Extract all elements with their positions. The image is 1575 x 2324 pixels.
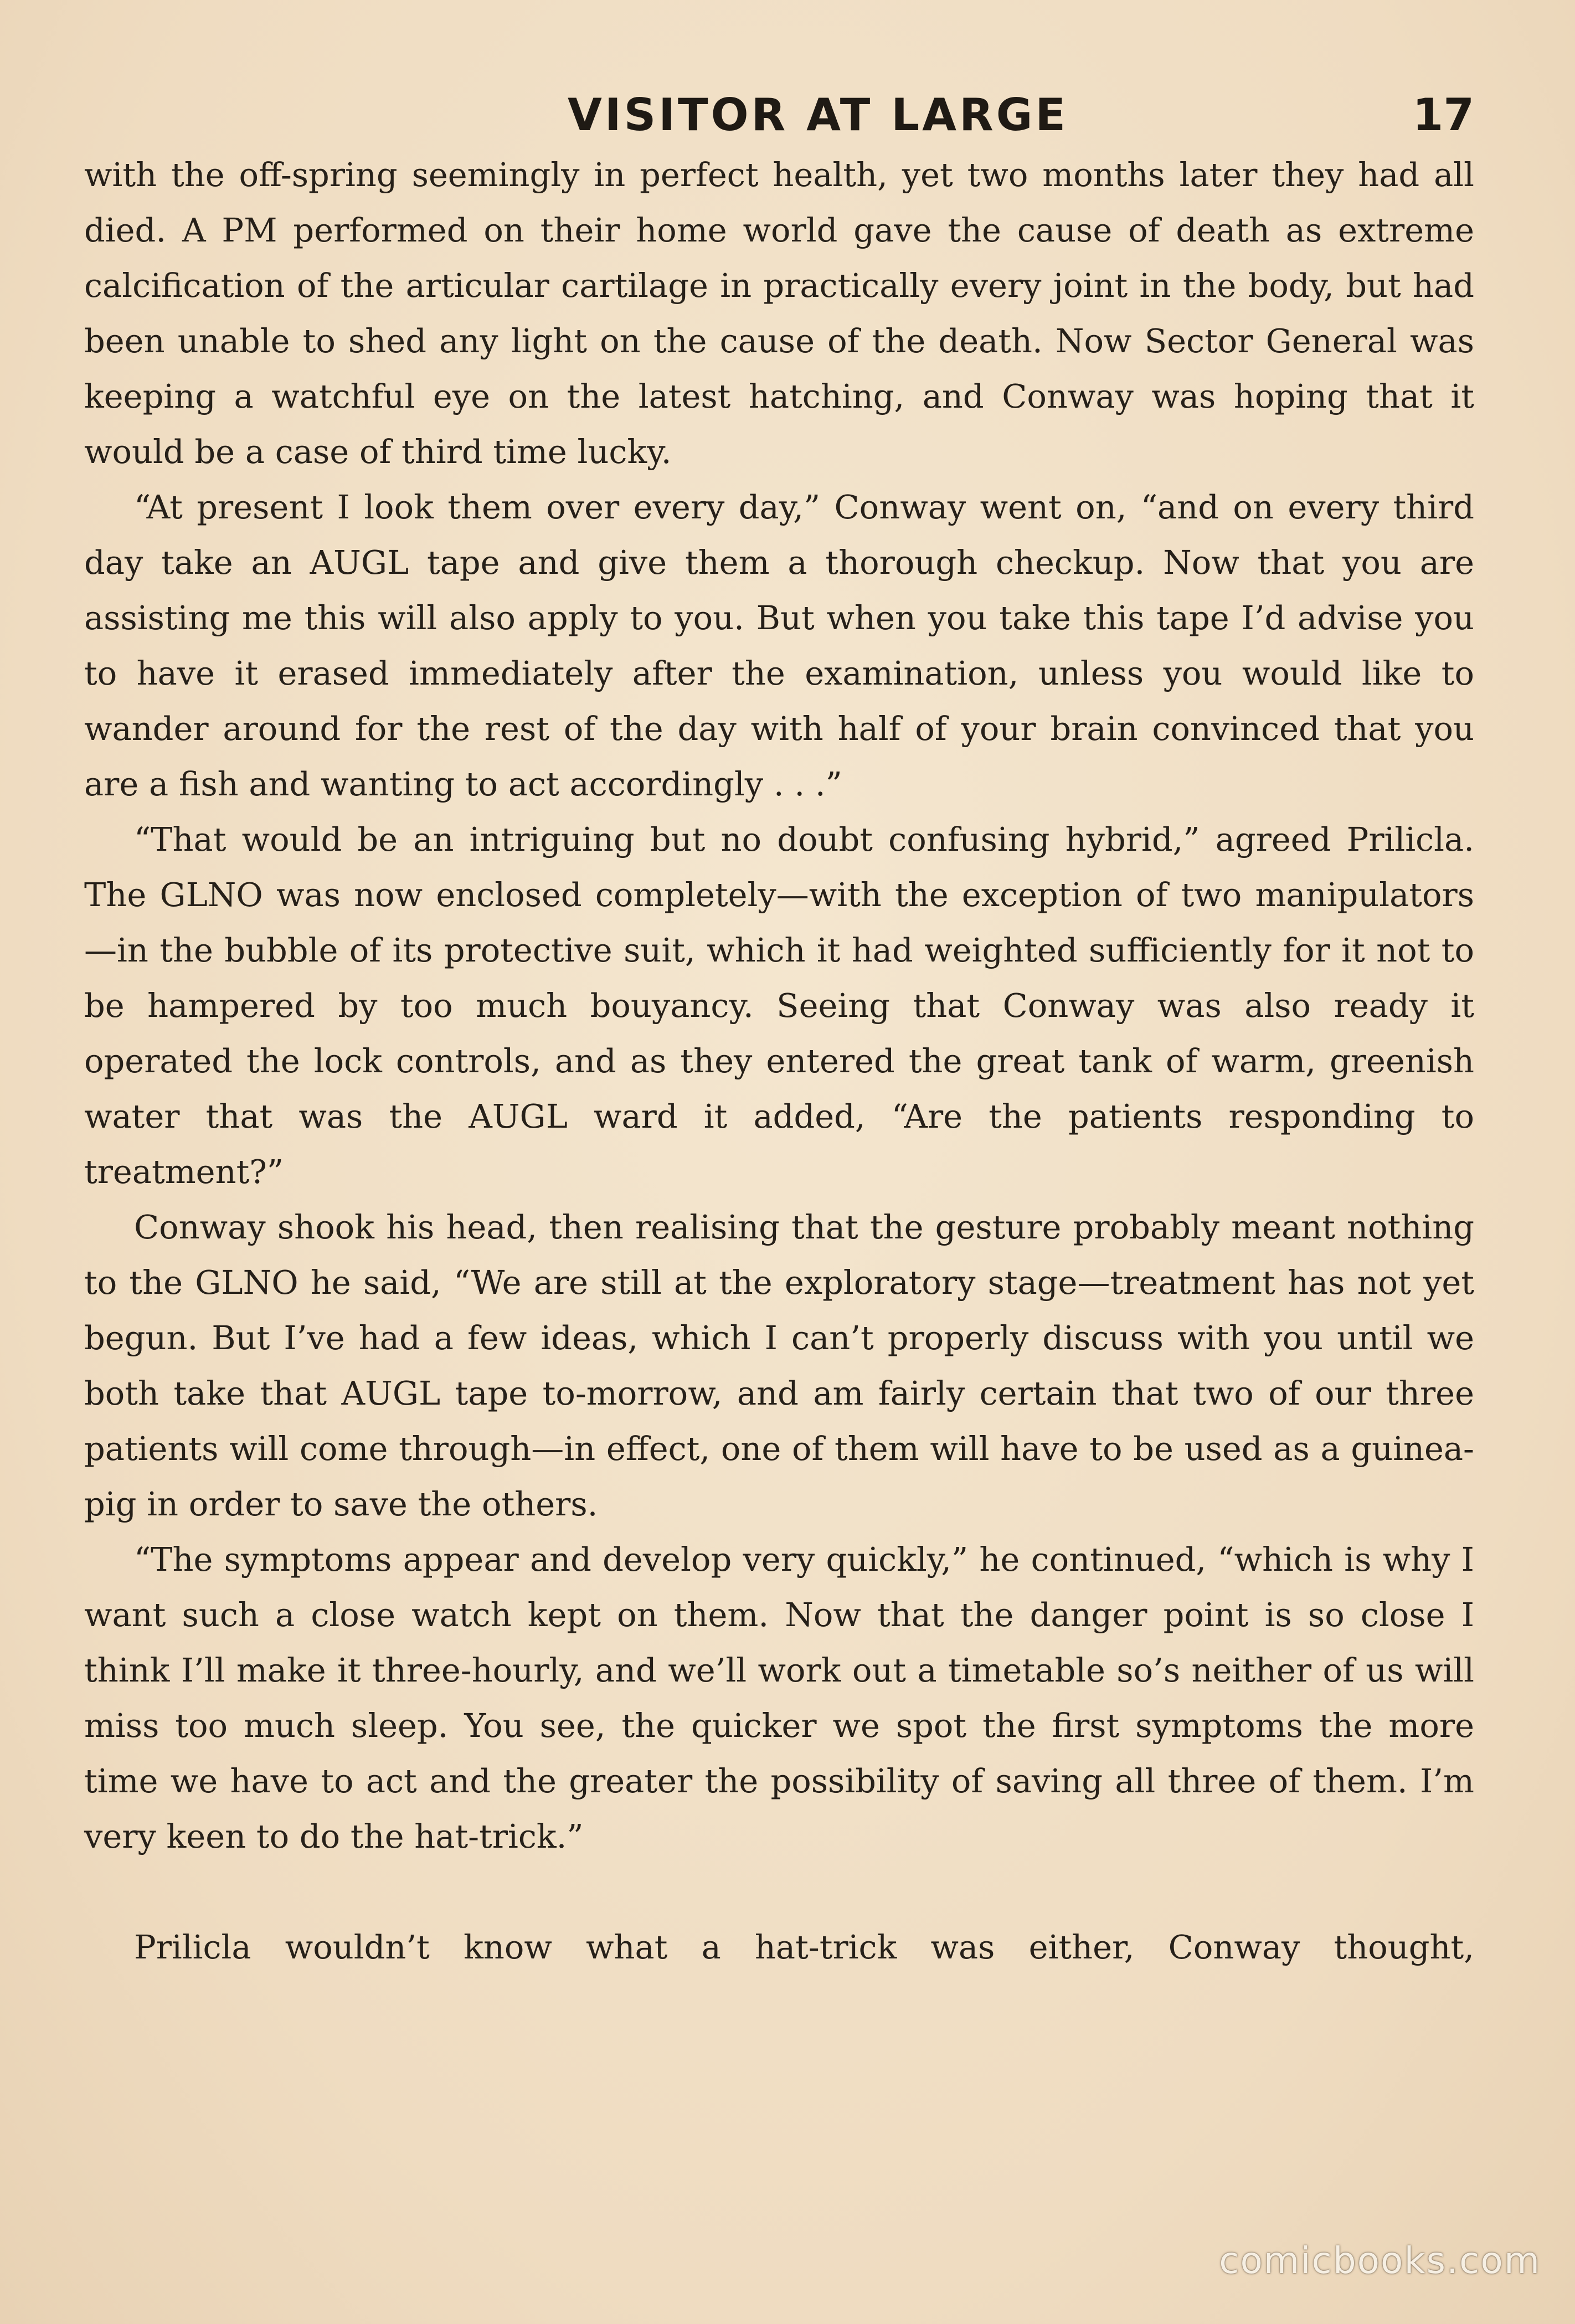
paragraph-3: “That would be an intriguing but no doubt confusing hybrid,” agreed Prilicla. The GLNO was now enclosed completely—with the exception of two manipulators—in the bubble of its protective suit, which it had weighted sufficiently for it not to be hampered by too much bouyancy. Seeing that Conway was also ready it operated the lock controls, and as they entered the great tank of warm, greenish water that was the AUGL ward it added, “Are the patients responding to treatment?” [84, 820, 1474, 1191]
paragraph-4: Conway shook his head, then realising that the gesture probably meant nothing to the GLNO he said, “We are still at the exploratory stage—treatment has not yet begun. But I’ve had a few ideas, which I can’t properly discuss with you until we both take that AUGL tape to-morrow, and am fairly certain that two of our three patients will come through—in effect, one of them will have to be used as a guinea-pig in order to save the others. [84, 1208, 1474, 1523]
running-title: VISITOR AT LARGE [567, 89, 1069, 141]
book-page [84, 83, 1474, 2243]
paragraph-1: with the off-spring seemingly in perfect health, yet two months later they had all died. A PM performed on their home world gave the cause of death as extreme calcification of the articular cartilage in practically every joint in the body, but had been unable to shed any light on the cause of the death. Now Sector General was keeping a watchful eye on the latest hatching, and Conway was hoping that it would be a case of third time lucky. [84, 156, 1474, 471]
paragraph-2: “At present I look them over every day,” Conway went on, “and on every third day take an AUGL tape and give them a thorough checkup. Now that you are assisting me this will also apply to you. But when you take this tape I’d advise you to have it erased immediately after the examination, unless you would like to wander around for the rest of the day with half of your brain convinced that you are a fish and wanting to act accordingly . . .” [84, 488, 1474, 803]
paragraph-5: “The symptoms appear and develop very quickly,” he continued, “which is why I want such a close watch kept on them. Now that the danger point is so close I think I’ll make it three-hourly, and we’ll work out a timetable so’s neither of us will miss too much sleep. You see, the quicker we spot the first symptoms the more time we have to act and the greater the possibility of saving all three of them. I’m very keen to do the hat-trick.” [84, 1540, 1474, 1855]
body-text [84, 147, 1474, 1975]
running-header [84, 83, 1474, 147]
paragraph-6: Prilicla wouldn’t know what a hat-trick was either, Conway thought, [134, 1928, 1474, 1966]
page-number: 17 [1412, 89, 1474, 141]
site-watermark: comicbooks.com [1219, 2239, 1541, 2282]
